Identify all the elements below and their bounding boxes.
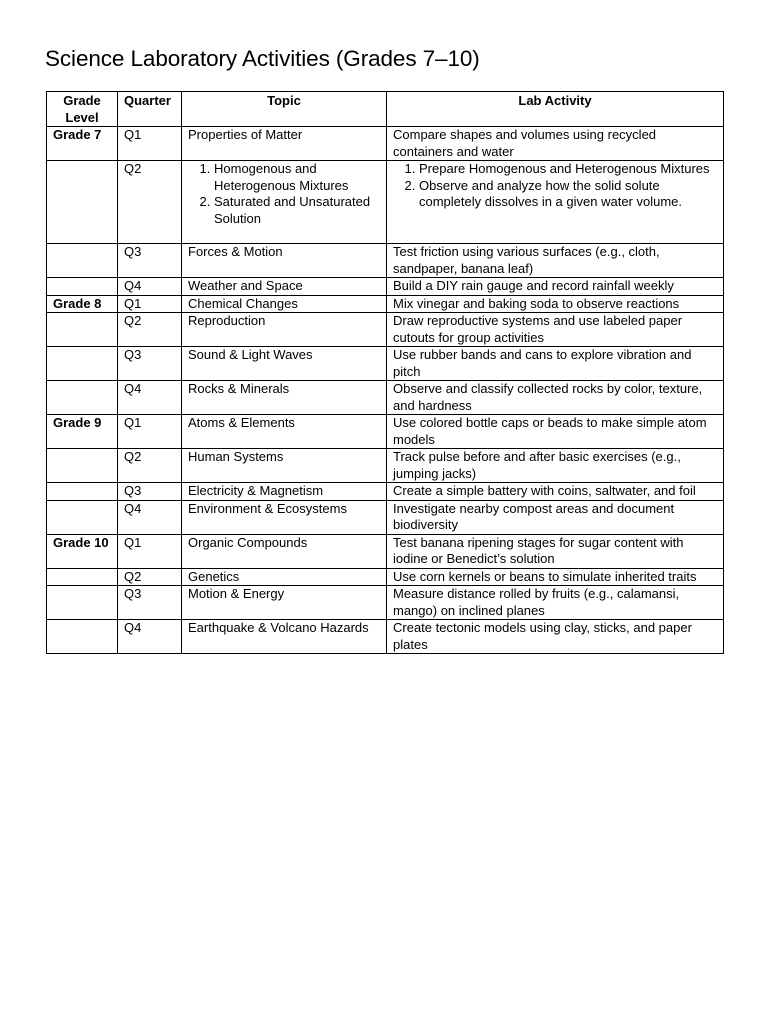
table-row	[47, 415, 724, 449]
quarter-cell: Q2	[118, 449, 182, 483]
grade-cell: Grade 9	[47, 415, 118, 449]
table-row	[47, 244, 724, 278]
list-item: 2. Saturated and Unsaturated Solution	[214, 194, 380, 227]
quarter-cell: Q4	[118, 381, 182, 415]
grade-cell	[47, 586, 118, 620]
quarter-cell: Q1	[118, 295, 182, 313]
header-quarter: Quarter	[118, 92, 182, 127]
grade-cell: Grade 8	[47, 295, 118, 313]
table-header-row	[47, 92, 724, 127]
topic-list	[188, 161, 380, 227]
grade-cell	[47, 381, 118, 415]
grade-cell	[47, 483, 118, 501]
table-row	[47, 620, 724, 654]
activity-cell	[387, 161, 724, 244]
activity-cell: Observe and classify collected rocks by color, texture, and hardness	[387, 381, 724, 415]
table-row	[47, 500, 724, 534]
table-row	[47, 278, 724, 296]
grade-cell	[47, 313, 118, 347]
lab-activities-table	[46, 91, 724, 654]
table-row	[47, 347, 724, 381]
activity-cell: Draw reproductive systems and use labeled paper cutouts for group activities	[387, 313, 724, 347]
table-row	[47, 127, 724, 161]
header-grade-level: Grade Level	[47, 92, 118, 127]
topic-cell: Forces & Motion	[182, 244, 387, 278]
activity-cell: Compare shapes and volumes using recycled containers and water	[387, 127, 724, 161]
topic-cell	[182, 161, 387, 244]
quarter-cell: Q4	[118, 620, 182, 654]
topic-cell: Environment & Ecosystems	[182, 500, 387, 534]
quarter-cell: Q1	[118, 534, 182, 568]
topic-cell: Chemical Changes	[182, 295, 387, 313]
grade-cell	[47, 161, 118, 244]
quarter-cell: Q4	[118, 500, 182, 534]
topic-cell: Genetics	[182, 568, 387, 586]
activity-cell: Create a simple battery with coins, saltwater, and foil	[387, 483, 724, 501]
table-row	[47, 449, 724, 483]
table-row	[47, 313, 724, 347]
activity-cell: Use colored bottle caps or beads to make simple atom models	[387, 415, 724, 449]
topic-cell: Properties of Matter	[182, 127, 387, 161]
list-item: 1. Prepare Homogenous and Heterogenous Mixtures	[419, 161, 717, 178]
activity-cell: Create tectonic models using clay, sticks, and paper plates	[387, 620, 724, 654]
activity-cell: Measure distance rolled by fruits (e.g., calamansi, mango) on inclined planes	[387, 586, 724, 620]
table-row	[47, 295, 724, 313]
page-title: Science Laboratory Activities (Grades 7–10)	[45, 46, 480, 71]
topic-cell: Organic Compounds	[182, 534, 387, 568]
topic-cell: Motion & Energy	[182, 586, 387, 620]
table-row	[47, 161, 724, 244]
grade-cell	[47, 347, 118, 381]
activity-cell: Mix vinegar and baking soda to observe reactions	[387, 295, 724, 313]
activity-cell: Use rubber bands and cans to explore vibration and pitch	[387, 347, 724, 381]
header-lab-activity: Lab Activity	[387, 92, 724, 127]
list-item: 2. Observe and analyze how the solid solute completely dissolves in a given water volume.	[419, 178, 717, 211]
activity-cell: Track pulse before and after basic exercises (e.g., jumping jacks)	[387, 449, 724, 483]
quarter-cell: Q3	[118, 483, 182, 501]
topic-cell: Electricity & Magnetism	[182, 483, 387, 501]
quarter-cell: Q3	[118, 244, 182, 278]
grade-cell	[47, 244, 118, 278]
topic-cell: Human Systems	[182, 449, 387, 483]
quarter-cell: Q2	[118, 313, 182, 347]
quarter-cell: Q3	[118, 347, 182, 381]
table-row	[47, 381, 724, 415]
table-row	[47, 586, 724, 620]
topic-cell: Rocks & Minerals	[182, 381, 387, 415]
grade-cell	[47, 449, 118, 483]
grade-cell: Grade 7	[47, 127, 118, 161]
topic-cell: Earthquake & Volcano Hazards	[182, 620, 387, 654]
activity-list	[393, 161, 717, 211]
activity-cell: Investigate nearby compost areas and document biodiversity	[387, 500, 724, 534]
grade-cell	[47, 278, 118, 296]
table-row	[47, 483, 724, 501]
activity-cell: Test banana ripening stages for sugar content with iodine or Benedict’s solution	[387, 534, 724, 568]
grade-cell	[47, 568, 118, 586]
quarter-cell: Q3	[118, 586, 182, 620]
topic-cell: Sound & Light Waves	[182, 347, 387, 381]
grade-cell	[47, 500, 118, 534]
activity-cell: Use corn kernels or beans to simulate inherited traits	[387, 568, 724, 586]
topic-cell: Atoms & Elements	[182, 415, 387, 449]
quarter-cell: Q2	[118, 568, 182, 586]
header-topic: Topic	[182, 92, 387, 127]
topic-cell: Weather and Space	[182, 278, 387, 296]
quarter-cell: Q4	[118, 278, 182, 296]
quarter-cell: Q1	[118, 127, 182, 161]
activity-cell: Test friction using various surfaces (e.g., cloth, sandpaper, banana leaf)	[387, 244, 724, 278]
table-row	[47, 568, 724, 586]
table-row	[47, 534, 724, 568]
grade-cell	[47, 620, 118, 654]
quarter-cell: Q1	[118, 415, 182, 449]
topic-cell: Reproduction	[182, 313, 387, 347]
list-item: 1. Homogenous and Heterogenous Mixtures	[214, 161, 380, 194]
grade-cell: Grade 10	[47, 534, 118, 568]
activity-cell: Build a DIY rain gauge and record rainfall weekly	[387, 278, 724, 296]
quarter-cell: Q2	[118, 161, 182, 244]
